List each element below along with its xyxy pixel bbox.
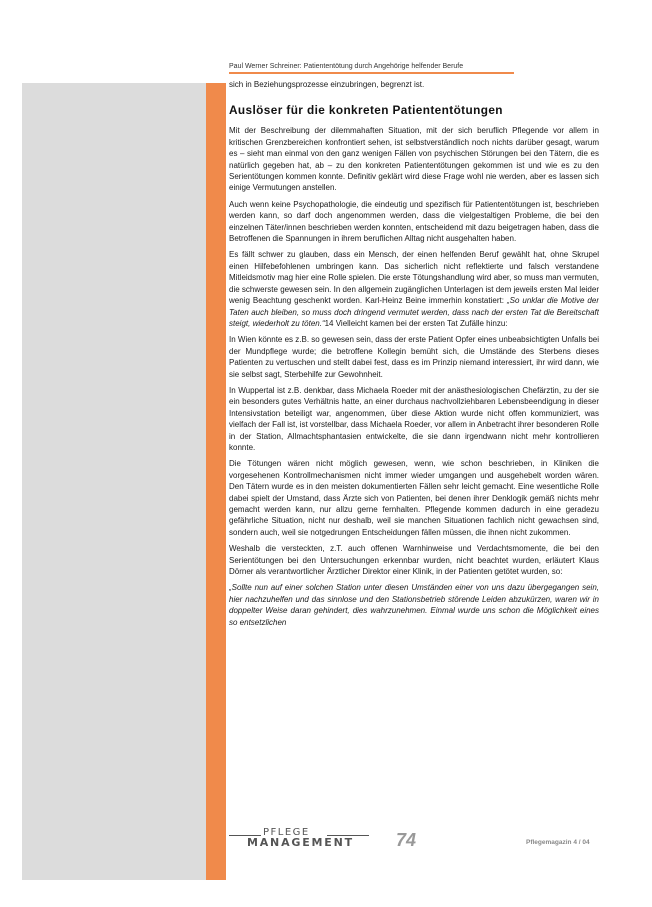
page-number: 74 <box>396 830 417 850</box>
paragraph-1: Mit der Beschreibung der dilemmahaften Situation, mit der sich beruflich Pflegende vor allem in kritischen Grenzbereichen konfrontiert sehen, ist selbstverständlich noch nichts darüber gesagt, warum es – sieht man einmal von den ganz wenigen Fällen von psychischen Störungen bei den Tätern, die es natürlich gegeben hat, ab – zu den konkreten Patiententötungen gekommen ist und wie es zu den Serientötungen kommen konnte. Definitiv geklärt wird diese Frage wohl nie werden, aber es lassen sich einige Vermutungen anstellen. <box>229 126 599 193</box>
issue-label: Pflegemagazin 4 / 04 <box>526 839 590 846</box>
logo-line-1: PFLEGE <box>263 827 310 838</box>
paragraph-3-text: Es fällt schwer zu glauben, dass ein Mensch, der einen helfenden Beruf gewählt hat, ohne Skrupel einen Hilfebefohlenen umbringen kann. Das sicherlich nicht reflektierte und falsch verstandene Mitleidsmotiv mag hier eine Rolle spielen. Die erste Tötungshandlung wird aber, so muss man vermuten, die schwerste gewesen sein. In den allgemein zugänglichen Unterlagen ist dem jeweils ersten Mal leider wenig Beachtung geschenkt worden. Karl-Heinz Beine immerhin konstatiert: <box>229 250 599 306</box>
paragraph-4: In Wien könnte es z.B. so gewesen sein, dass der erste Patient Opfer eines unbeabsichtigten Unfalls bei der Mundpflege wurde; die betroffene Kollegin bemüht sich, die Umstände des Sterbens dieses Patienten zu vertuschen und stellt dabei fest, dass es im Prinzip niemand interessiert, ihr wird dann, wie sie selbst sagt, Sterbehilfe zur Gewohnheit. <box>229 335 599 379</box>
paragraph-3-tail: 14 Vielleicht kamen bei der ersten Tat Zufälle hinzu: <box>324 318 508 328</box>
doerner-quote: „Sollte nun auf einer solchen Station unter diesen Umständen einer von uns dazu übergegangen sein, hier nachzuhelfen und das sinnlose und den Stationsbetrieb störende Leiden abzukürzen, waren wir in doppelter Weise daran gehindert, dies wahrzunehmen. Einmal wurde uns schon die Möglichkeit eines so entsetzlichen <box>229 583 599 627</box>
journal-logo <box>229 827 369 849</box>
accent-bar <box>206 83 226 880</box>
paragraph-6: Die Tötungen wären nicht möglich gewesen, wenn, wie schon beschrieben, in Kliniken die vorgesehenen Kontrollmechanismen nicht immer wieder umgangen und ausgehebelt worden wären. Den Tätern wurde es in den meisten dokumentierten Fällen sehr leicht gemacht. Eine wesentliche Rolle dabei spielt der Umstand, dass Ärzte sich von Patienten, bei denen ihrer Denklogik gemäß nichts mehr gemacht werden kann, nur allzu gerne fernhalten. Pflegende kommen dadurch in eine geradezu gefährliche Situation, nicht nur deshalb, weil sie manchen Situationen fachlich nicht gewachsen sind, sondern auch, weil sie notgedrungen Entscheidungen fällen müssen, die ihnen nicht zukommen. <box>229 459 599 537</box>
paragraph-5: In Wuppertal ist z.B. denkbar, dass Michaela Roeder mit der anästhesiologischen Chefärztin, zu der sie ein besonders gutes Verhältnis hatte, an einer durchaus nachvollziehbaren Lebensbeendigung in dieser Intensivstation beteiligt war, angenommen, über diese Aktion wurde nicht offen kommuniziert, was vielfach der Fall ist, ist vorstellbar, dass Michaela Roeder, vor allem in Anbetracht ihrer besonderen Rolle in der Station, Allmachtsphantasien entwickelte, die sie dann irgendwann nicht mehr kontrollieren konnte. <box>229 385 599 452</box>
beine-quote: „So unklar die Motive der Taten auch bleiben, so muss doch dringend vermutet werden, dass nach der ersten Tat die Bereitschaft steigt, wiederholt zu töten.“ <box>229 296 599 328</box>
margin-column <box>22 83 206 880</box>
paragraph-3 <box>229 249 599 329</box>
running-header: Paul Werner Schreiner: Patiententötung durch Angehörige helfender Berufe <box>229 63 464 70</box>
paragraph-2: Auch wenn keine Psychopathologie, die eindeutig und spezifisch für Patiententötungen ist, beschrieben werden kann, so darf doch angenommen werden, dass die vielgestaltigen Probleme, die bei den einzelnen Täter/innen beschrieben werden konnten, entscheidend mit dazu beigetragen haben, dass die Betroffenen die Spannungen in ihrem beruflichen Alltag nicht ausgehalten haben. <box>229 199 599 244</box>
article-body <box>229 79 599 877</box>
logo-line-2: MANAGEMENT <box>247 836 354 849</box>
paragraph-7: Weshalb die versteckten, z.T. auch offenen Warnhinweise und Verdachtsmomente, die bei den Serientötungen bei den Untersuchungen erkennbar wurden, nicht beachtet wurden, erläutert Klaus Dörner als verantwortlicher Ärztlicher Direktor einer Klinik, in der Patienten getötet wurden, so: <box>229 544 599 577</box>
section-heading: Auslöser für die konkreten Patiententötungen <box>229 103 503 118</box>
intro-line: sich in Beziehungsprozesse einzubringen, begrenzt ist. <box>229 80 425 89</box>
header-rule <box>229 72 514 74</box>
